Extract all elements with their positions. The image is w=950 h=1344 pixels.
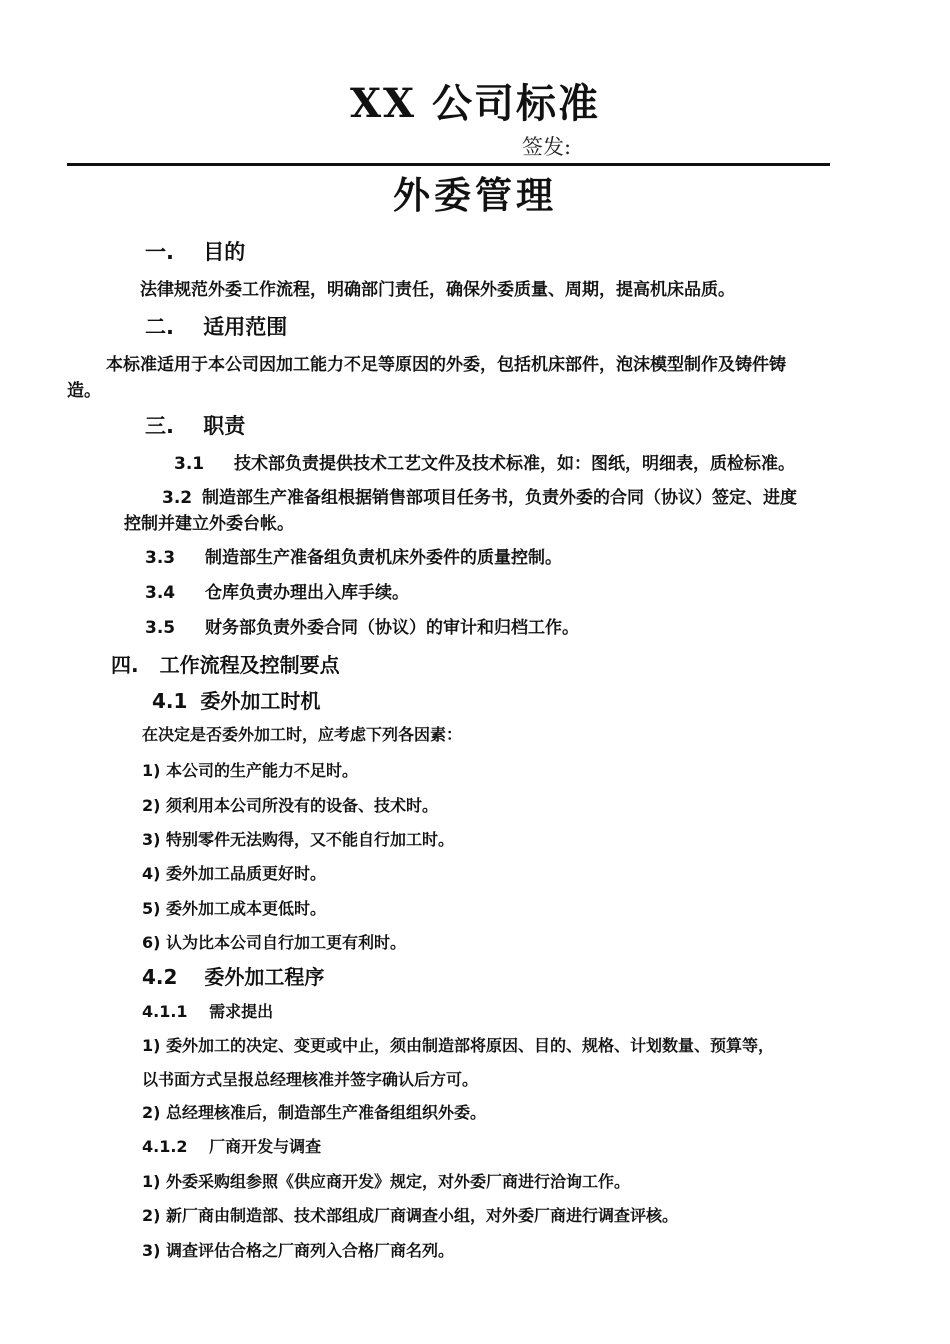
duty-item-3-2-cont: 控制并建立外委台帐。 — [124, 514, 294, 534]
subsection-4-1-heading — [152, 685, 320, 714]
duty-item-3-1 — [174, 449, 795, 474]
section-4-number: 四. — [111, 653, 139, 677]
section-2-body-line1: 本标准适用于本公司因加工能力不足等原因的外委，包括机床部件，泡沫模型制作及铸件铸 — [106, 355, 786, 375]
sign-label: 签发: — [522, 135, 572, 159]
section-3-heading — [145, 410, 245, 440]
subsection-4-1-2-number: 4.1.2 — [142, 1137, 188, 1156]
subsection-4-2-heading — [142, 961, 324, 990]
subsection-4-1-1-title: 需求提出 — [209, 1002, 274, 1021]
section-1-number: 一. — [145, 240, 174, 264]
duty-item-text: 制造部生产准备组根据销售部项目任务书，负责外委的合同（协议）签定、进度 — [202, 488, 798, 508]
subsection-4-1-1-number: 4.1.1 — [142, 1002, 188, 1021]
list-item: 2) 新厂商由制造部、技术部组成厂商调查小组，对外委厂商进行调查评核。 — [142, 1206, 679, 1225]
section-4-heading — [111, 649, 340, 678]
section-4-title: 工作流程及控制要点 — [159, 653, 340, 677]
duty-item-number: 3.3 — [145, 548, 176, 568]
section-2-number: 二. — [145, 315, 174, 339]
duty-item-3-2 — [162, 483, 797, 508]
list-item: 3) 调查评估合格之厂商列入合格厂商名列。 — [142, 1241, 455, 1260]
list-item: 3) 特别零件无法购得，又不能自行加工时。 — [142, 830, 455, 849]
duty-item-number: 3.1 — [174, 454, 205, 474]
duty-item-number: 3.2 — [162, 488, 193, 508]
subsection-4-2-title: 委外加工程序 — [204, 965, 325, 989]
subsection-4-1-1-heading — [142, 999, 273, 1022]
subsection-4-1-2-heading — [142, 1134, 321, 1157]
list-item: 2) 总经理核准后，制造部生产准备组组织外委。 — [142, 1103, 487, 1122]
subsection-4-1-intro: 在决定是否委外加工时，应考虑下列各因素： — [142, 725, 463, 744]
section-3-number: 三. — [145, 414, 174, 438]
subsection-4-1-2-title: 厂商开发与调查 — [209, 1137, 322, 1156]
duty-item-3-3 — [145, 543, 562, 568]
section-2-body-line2: 造。 — [67, 381, 101, 401]
subsection-4-1-title: 委外加工时机 — [200, 689, 321, 713]
subsection-4-1-number: 4.1 — [152, 689, 188, 713]
section-2-title: 适用范围 — [203, 315, 288, 339]
section-3-title: 职责 — [203, 414, 246, 438]
duty-item-text: 仓库负责办理出入库手续。 — [205, 583, 410, 603]
duty-item-number: 3.5 — [145, 618, 176, 638]
duty-item-text: 技术部负责提供技术工艺文件及技术标准，如：图纸，明细表，质检标准。 — [234, 454, 796, 474]
list-item: 2) 须利用本公司所没有的设备、技术时。 — [142, 796, 439, 815]
section-2-heading — [145, 311, 287, 341]
section-1-heading — [145, 236, 245, 266]
list-item: 6) 认为比本公司自行加工更有利时。 — [142, 933, 407, 952]
duty-item-text: 制造部生产准备组负责机床外委件的质量控制。 — [205, 548, 563, 568]
duty-item-number: 3.4 — [145, 583, 176, 603]
list-item: 以书面方式呈报总经理核准并签字确认后方可。 — [142, 1070, 479, 1089]
document-title: 外委管理 — [393, 174, 557, 217]
duty-item-3-4 — [145, 578, 409, 603]
section-1-title: 目的 — [203, 240, 246, 264]
list-item: 1) 委外加工的决定、变更或中止，须由制造部将原因、目的、规格、计划数量、预算等， — [142, 1036, 775, 1055]
list-item: 1) 外委采购组参照《供应商开发》规定，对外委厂商进行洽询工作。 — [142, 1172, 631, 1191]
list-item: 1) 本公司的生产能力不足时。 — [142, 761, 359, 780]
list-item: 5) 委外加工成本更低时。 — [142, 899, 327, 918]
duty-item-3-5 — [145, 613, 579, 638]
section-1-body: 法律规范外委工作流程，明确部门责任，确保外委质量、周期，提高机床品质。 — [140, 280, 735, 300]
list-item: 4) 委外加工品质更好时。 — [142, 864, 327, 883]
duty-item-text: 财务部负责外委合同（协议）的审计和归档工作。 — [205, 618, 580, 638]
company-standard-title: XX 公司标准 — [350, 80, 600, 127]
subsection-4-2-number: 4.2 — [142, 965, 178, 989]
